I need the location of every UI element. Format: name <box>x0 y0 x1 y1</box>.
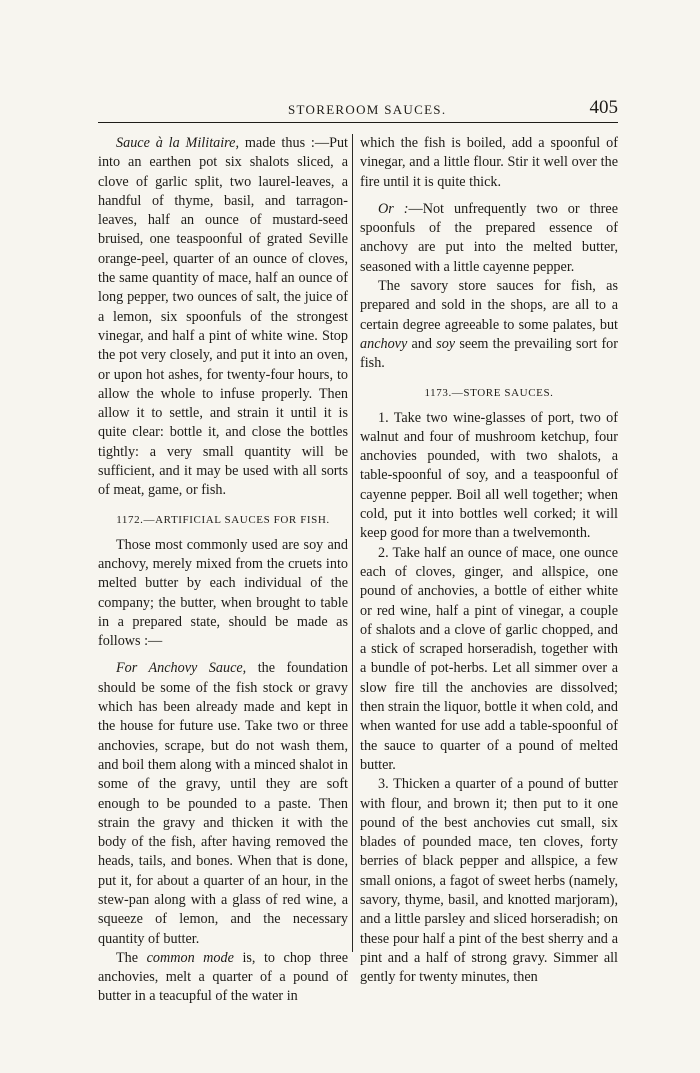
store-sauce-item-3: 3. Thicken a quarter of a pound of butter with flour, and brown it; then put to it one pound of the best anchovies cut small, six blades of pounded mace, ten cloves, forty berries of black pepper and allspice, a few small onions, a fagot of sweet herbs (namely, savory, thyme, basil, and knotted marjoram), and a little parsley and sliced horseradish; on these pour half a pint of the best sherry and a pint and a half of strong gravy. Simmer all gently for twenty minutes, then <box>360 776 618 986</box>
soy-term: soy <box>436 335 456 352</box>
savory-lead: The savory store sauces for fish, as prepared and sold in the shops, are all to a certain degree agreeable to some palates, but <box>360 278 618 333</box>
common-mode-paragraph <box>98 949 348 1007</box>
store-sauce-item-1: 1. Take two wine-glasses of port, two of walnut and four of mushroom ketchup, four anchovies pounded, with two shalots, a table-spoonful of soy, and a teaspoonful of cayenne pepper. Boil all well together; when cold, put it into bottles well corked; it will keep good for more than a twelvemonth. <box>360 409 618 542</box>
running-head: STOREROOM SAUCES. <box>288 102 447 117</box>
continued-paragraph: which the fish is boiled, add a spoonful of vinegar, and a little flour. Stir it well over the fire until it is quite thick. <box>360 135 618 190</box>
common-mode-text: is, to chop three anchovies, melt a quarter of a pound of butter in a teacupful of the water in <box>98 949 348 1005</box>
page-number: 405 <box>589 97 618 118</box>
column-divider <box>352 134 353 952</box>
savory-sauces-paragraph <box>360 277 618 373</box>
section-heading-1173: 1173.—STORE SAUCES. <box>424 386 554 399</box>
militaire-paragraph <box>98 134 348 501</box>
or-term: Or : <box>378 200 409 217</box>
section-heading-1172: 1172.—ARTIFICIAL SAUCES FOR FISH. <box>116 513 330 526</box>
militaire-text: made thus :—Put into an earthen pot six shalots sliced, a clove of garlic split, two laurel-leaves, a handful of thyme, basil, and tarragon-leaves, half an ounce of mustard-seed bruised, one teaspoonful of grated Seville orange-peel, quarter of an ounce of cloves, the same quantity of mace, half an ounce of long pepper, two ounces of salt, the juice of a lemon, six spoonfuls of the strongest vinegar, and half a pint of white wine. Stop the pot very closely, and put it into an oven, or upon hot ashes, for twenty-four hours, to allow the whole to infuse properly. Then allow it to settle, and strain it until it is quite clear: bottle it, and close the bottles tightly: a very small quantity will be sufficient, and it may be used with all sorts of meat, game, or fish. <box>98 135 348 499</box>
or-paragraph <box>360 200 618 277</box>
anchovy-sauce-title: For Anchovy Sauce, <box>116 660 247 677</box>
common-mode-lead: The <box>116 949 147 966</box>
common-mode-term: common mode <box>146 949 234 966</box>
left-column <box>98 134 348 1007</box>
anchovy-term: anchovy <box>360 335 408 352</box>
savory-tail: seem the prevailing sort for fish. <box>360 335 618 372</box>
header-rule <box>98 122 618 123</box>
anchovy-sauce-text: the foundation should be some of the fish stock or gravy which has been already made and kept in the house for future use. Take two or three anchovies, scrape, but do not wash them, and boil them along with a minced shalot in some of the gravy, until they are soft enough to be pounded to a paste. Then strain the gravy and thicken it with the body of the fish, after having removed the heads, tails, and bones. When that is done, put it, for about a quarter of an hour, in the stew-pan along with a glass of red wine, a squeeze of lemon, and the necessary quantity of butter. <box>98 660 348 947</box>
militaire-title: Sauce à la Militaire, <box>116 135 240 151</box>
store-sauce-item-2: 2. Take half an ounce of mace, one ounce each of cloves, ginger, and allspice, one pound of anchovies, a bottle of either white or red wine, half a pint of vinegar, a couple of shalots and a clove of garlic chopped, and a stick of scraped horseradish, together with a bundle of pot-herbs. Let all simmer over a slow fire till the anchovies are dissolved; then strain the liquor, bottle it when cold, and when wanted for use add a table-spoonful of the sauce to quarter of a pound of melted butter. <box>360 544 618 773</box>
page-header <box>98 98 618 124</box>
right-column <box>360 134 618 987</box>
anchovy-sauce-paragraph <box>98 659 348 948</box>
savory-and: and <box>407 335 437 352</box>
or-text: —Not unfrequently two or three spoonfuls of the prepared essence of anchovy are put into the melted butter, seasoned with a little cayenne pepper. <box>360 200 618 275</box>
artificial-sauces-paragraph: Those most commonly used are soy and anchovy, merely mixed from the cruets into melted butter by each individual of the company; the butter, when brought to table in a prepared state, should be made as follows :— <box>98 536 348 650</box>
